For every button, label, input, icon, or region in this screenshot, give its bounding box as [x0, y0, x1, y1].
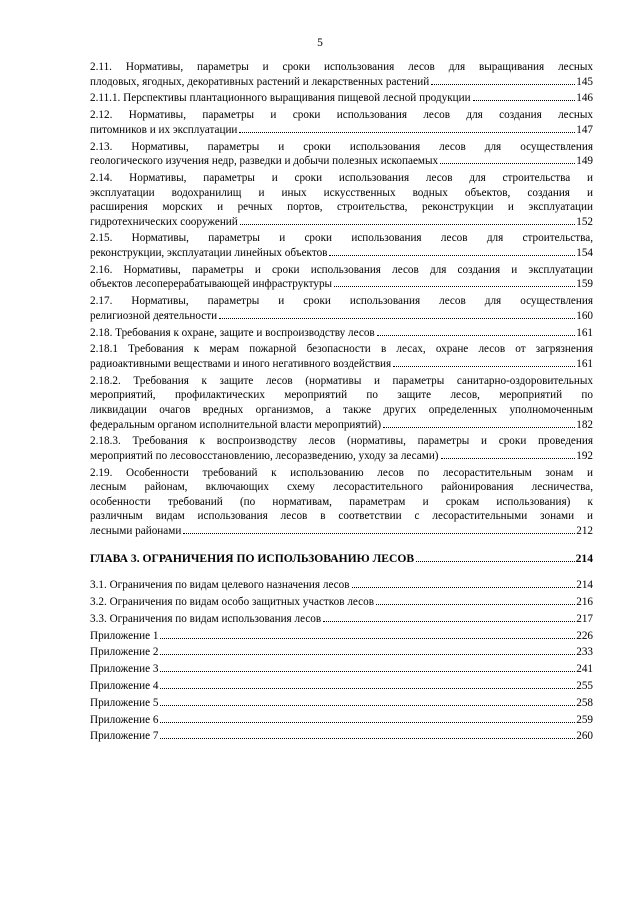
toc-entry-text: федеральным органом исполнительной власти мероприятий) [90, 418, 382, 431]
toc-entry-text: 2.13. Нормативы, параметры и сроки использования лесов для осуществления [90, 140, 593, 153]
toc-page-number: 258 [576, 696, 593, 709]
toc-page-number: 152 [576, 215, 593, 228]
toc-entry-2-18-1[interactable] [90, 342, 593, 371]
dot-leader [383, 427, 575, 428]
dot-leader [323, 621, 575, 622]
toc-entry-text: 2.11. Нормативы, параметры и сроки использования лесов для выращивания лесных [90, 61, 593, 73]
toc-page-number: 161 [576, 357, 593, 370]
toc-entry-2-11-1[interactable] [90, 91, 593, 106]
toc-entry-text: 2.14. Нормативы, параметры и сроки использования лесов для строительства и [90, 171, 593, 184]
dot-leader [376, 604, 575, 605]
toc-entry-text: эксплуатации водохранилищ и иных искусственных водных объектов, создания и [90, 186, 593, 199]
dot-leader [334, 286, 575, 287]
dot-leader [441, 458, 576, 459]
toc-entry-text: 2.18.2. Требования к защите лесов (нормативы и параметры санитарно-оздоровительных [90, 374, 593, 387]
toc-page-number: 149 [576, 155, 593, 168]
appendix-title: Приложение 4 [90, 679, 159, 692]
dot-leader [160, 671, 575, 672]
toc-page-number: 160 [576, 309, 593, 322]
toc-page-number: 259 [576, 713, 593, 726]
toc-entry-2-18-3[interactable] [90, 434, 593, 463]
toc-entry-text: 2.19. Особенности требований к использованию лесов по лесорастительным зонам и [90, 466, 593, 479]
toc-page-number: 182 [576, 418, 593, 431]
toc-entry-text: мероприятий по лесовосстановлению, лесоразведению, уходу за лесами) [90, 449, 439, 462]
dot-leader [377, 335, 576, 336]
toc-entry-text: особенности требований (по нормативам, параметрам и срокам использования) к [90, 495, 593, 508]
appendix-title: Приложение 5 [90, 696, 159, 709]
dot-leader [160, 638, 575, 639]
toc-entry-text: расширения морских и речных портов, строительства, реконструкции и эксплуатации [90, 201, 593, 214]
toc-entry-3-1[interactable] [90, 578, 593, 593]
toc-entry-text: объектов лесоперерабатывающей инфраструктуры [90, 278, 333, 291]
dot-leader [183, 533, 575, 534]
toc-entry-text: 2.17. Нормативы, параметры и сроки использования лесов для осуществления [90, 295, 593, 308]
toc-entry-text: религиозной деятельности [90, 309, 218, 322]
dot-leader [160, 705, 575, 706]
toc-entry-text: геологического изучения недр, разведки и добычи полезных ископаемых [90, 155, 439, 168]
toc-page-number: 192 [576, 449, 593, 462]
toc-appendix-6[interactable] [90, 713, 593, 728]
toc-entry-text: 3.3. Ограничения по видам использования лесов [90, 612, 322, 625]
toc-entry-2-13[interactable] [90, 140, 593, 169]
toc-appendix-5[interactable] [90, 696, 593, 711]
toc-entry-2-16[interactable] [90, 263, 593, 292]
toc-entry-text: 2.12. Нормативы, параметры и сроки использования лесов для создания лесных [90, 109, 593, 122]
toc-entry-2-18[interactable] [90, 326, 593, 341]
toc-entry-text: питомников и их эксплуатации [90, 123, 238, 136]
toc-entry-text: 2.18. Требования к охране, защите и воспроизводству лесов [90, 326, 375, 339]
dot-leader [329, 255, 575, 256]
appendix-title: Приложение 6 [90, 713, 159, 726]
dot-leader [240, 224, 575, 225]
appendix-title: Приложение 2 [90, 646, 159, 659]
dot-leader [160, 688, 575, 689]
toc-entry-text: 2.18.1 Требования к мерам пожарной безопасности в лесах, охране лесов от загрязнения [90, 343, 593, 356]
toc-page-number: 216 [576, 596, 593, 609]
toc-entry-2-15[interactable] [90, 231, 593, 260]
toc-page-number: 146 [576, 92, 593, 105]
toc-page-number: 241 [576, 663, 593, 676]
toc-entry-3-2[interactable] [90, 595, 593, 610]
dot-leader [219, 318, 575, 319]
toc-entry-text: 2.18.3. Требования к воспроизводству лесов (нормативы, параметры и сроки проведения [90, 435, 593, 448]
dot-leader [160, 738, 575, 739]
dot-leader [352, 587, 576, 588]
toc-entry-text: реконструкции, эксплуатации линейных объектов [90, 247, 328, 260]
dot-leader [239, 132, 575, 133]
toc-entry-text: 3.1. Ограничения по видам целевого назначения лесов [90, 579, 350, 592]
toc-entry-text: плодовых, ягодных, декоративных растений и лекарственных растений [90, 75, 430, 88]
toc-page-number: 161 [576, 326, 593, 339]
toc-entry-2-11[interactable] [90, 60, 593, 89]
toc-page-number: 159 [576, 278, 593, 291]
dot-leader [473, 100, 576, 101]
dot-leader [393, 366, 575, 367]
toc-entry-text: ликвидации очагов вредных организмов, а также других определенных уполномоченным [90, 403, 593, 416]
toc-page-number: 255 [576, 679, 593, 692]
toc-entry-2-14[interactable] [90, 171, 593, 229]
toc-appendix-2[interactable] [90, 645, 593, 660]
toc-entry-text: радиоактивными веществами и иного негативного воздействия [90, 357, 392, 370]
page-number: 5 [317, 37, 323, 49]
toc-page-number: 233 [576, 646, 593, 659]
table-of-contents [90, 60, 593, 746]
toc-entry-text: лесными районами [90, 525, 182, 538]
toc-page-number: 212 [576, 525, 593, 538]
toc-entry-text: 2.16. Нормативы, параметры и сроки использования лесов для создания и эксплуатации [90, 263, 593, 276]
toc-entry-text: гидротехнических сооружений [90, 215, 238, 228]
toc-page-number: 145 [576, 75, 593, 88]
toc-page-number: 214 [575, 551, 593, 565]
toc-entry-text: 3.2. Ограничения по видам особо защитных участков лесов [90, 596, 375, 609]
dot-leader [416, 561, 575, 562]
toc-appendix-4[interactable] [90, 679, 593, 694]
dot-leader [431, 84, 575, 85]
toc-entry-2-18-2[interactable] [90, 374, 593, 432]
dot-leader [160, 722, 575, 723]
toc-entry-text: мероприятий, профилактических мероприятий по защите лесов, мероприятий по [90, 389, 593, 402]
toc-entry-2-12[interactable] [90, 108, 593, 137]
toc-entry-3-3[interactable] [90, 612, 593, 627]
toc-entry-text: лесным районам, включающих схему лесорастительного районирования лесничества, [90, 481, 593, 494]
chapter-title: ГЛАВА 3. ОГРАНИЧЕНИЯ ПО ИСПОЛЬЗОВАНИЮ ЛЕСОВ [90, 551, 415, 565]
toc-entry-2-17[interactable] [90, 294, 593, 323]
toc-appendix-7[interactable] [90, 729, 593, 744]
dot-leader [160, 654, 575, 655]
toc-appendix-3[interactable] [90, 662, 593, 677]
toc-page-number: 217 [576, 612, 593, 625]
toc-page-number: 226 [576, 629, 593, 642]
toc-page-number: 214 [576, 579, 593, 592]
toc-page-number: 147 [576, 123, 593, 136]
dot-leader [440, 163, 575, 164]
toc-entry-text: различным видам использования лесов в соответствии с лесорастительными зонами и [90, 510, 593, 523]
toc-entry-text: 2.15. Нормативы, параметры и сроки использования лесов для строительства, [90, 232, 593, 245]
toc-entry-2-19[interactable] [90, 466, 593, 539]
toc-entry-text: 2.11.1. Перспективы плантационного выращивания пищевой лесной продукции [90, 92, 471, 105]
toc-chapter-3[interactable] [90, 552, 593, 567]
appendix-title: Приложение 1 [90, 629, 159, 642]
toc-page-number: 260 [576, 730, 593, 743]
toc-page-number: 154 [576, 247, 593, 260]
toc-appendix-1[interactable] [90, 629, 593, 644]
appendix-title: Приложение 7 [90, 730, 159, 743]
appendix-title: Приложение 3 [90, 663, 159, 676]
